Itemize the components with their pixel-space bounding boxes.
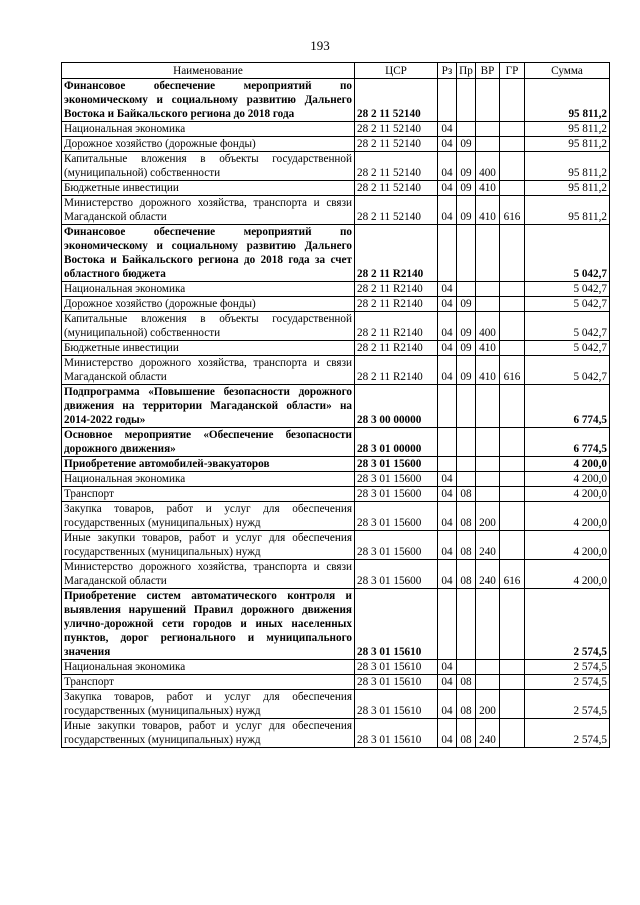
- cell-name: Министерство дорожного хозяйства, транспорта и связи Магаданской области: [62, 196, 355, 225]
- cell-vr: [476, 472, 500, 487]
- cell-vr: [476, 428, 500, 457]
- cell-name: Основное мероприятие «Обеспечение безопасности дорожного движения»: [62, 428, 355, 457]
- cell-csr: 28 2 11 R2140: [355, 356, 438, 385]
- table-row: [62, 457, 610, 472]
- cell-sum: 95 811,2: [525, 196, 610, 225]
- cell-csr: 28 2 11 52140: [355, 137, 438, 152]
- table-row: [62, 196, 610, 225]
- cell-name: Дорожное хозяйство (дорожные фонды): [62, 137, 355, 152]
- table-row: [62, 79, 610, 122]
- cell-csr: 28 2 11 52140: [355, 79, 438, 122]
- page-number: 193: [310, 38, 330, 53]
- cell-vr: 410: [476, 356, 500, 385]
- cell-vr: 240: [476, 719, 500, 748]
- cell-rz: 04: [438, 152, 457, 181]
- column-header-sum: Сумма: [525, 63, 610, 79]
- cell-gr: [500, 282, 525, 297]
- cell-gr: [500, 675, 525, 690]
- table-row: [62, 312, 610, 341]
- table-row: [62, 385, 610, 428]
- cell-sum: 5 042,7: [525, 297, 610, 312]
- table-row: [62, 137, 610, 152]
- cell-csr: 28 3 01 15600: [355, 531, 438, 560]
- table-row: [62, 487, 610, 502]
- cell-rz: 04: [438, 675, 457, 690]
- cell-vr: [476, 675, 500, 690]
- cell-gr: [500, 589, 525, 660]
- cell-csr: 28 2 11 52140: [355, 181, 438, 196]
- cell-csr: 28 3 01 15600: [355, 457, 438, 472]
- cell-gr: [500, 457, 525, 472]
- cell-sum: 4 200,0: [525, 487, 610, 502]
- cell-rz: [438, 385, 457, 428]
- cell-sum: 95 811,2: [525, 152, 610, 181]
- cell-pr: 08: [457, 719, 476, 748]
- cell-name: Дорожное хозяйство (дорожные фонды): [62, 297, 355, 312]
- cell-pr: 09: [457, 152, 476, 181]
- table-row: [62, 341, 610, 356]
- table-row: [62, 472, 610, 487]
- cell-vr: [476, 122, 500, 137]
- cell-pr: [457, 225, 476, 282]
- cell-rz: 04: [438, 196, 457, 225]
- table-row: [62, 428, 610, 457]
- cell-csr: 28 2 11 R2140: [355, 312, 438, 341]
- cell-gr: [500, 385, 525, 428]
- cell-rz: 04: [438, 472, 457, 487]
- cell-csr: 28 2 11 R2140: [355, 341, 438, 356]
- cell-pr: [457, 457, 476, 472]
- cell-vr: [476, 660, 500, 675]
- cell-gr: [500, 660, 525, 675]
- cell-csr: 28 3 01 15610: [355, 719, 438, 748]
- table-row: [62, 531, 610, 560]
- cell-pr: 09: [457, 181, 476, 196]
- cell-gr: [500, 79, 525, 122]
- cell-vr: [476, 589, 500, 660]
- cell-sum: 5 042,7: [525, 356, 610, 385]
- cell-sum: 2 574,5: [525, 675, 610, 690]
- cell-pr: 08: [457, 487, 476, 502]
- cell-name: Транспорт: [62, 487, 355, 502]
- cell-pr: 09: [457, 312, 476, 341]
- table-row: [62, 122, 610, 137]
- cell-gr: [500, 472, 525, 487]
- cell-pr: [457, 660, 476, 675]
- cell-pr: 08: [457, 502, 476, 531]
- cell-name: Приобретение систем автоматического контроля и выявления нарушений Правил дорожного движения улично-дорожной сети городов и иных населенных пунктов, дорог регионального и муниципального значения: [62, 589, 355, 660]
- cell-gr: 616: [500, 196, 525, 225]
- cell-gr: [500, 122, 525, 137]
- cell-sum: 2 574,5: [525, 719, 610, 748]
- table-row: [62, 152, 610, 181]
- cell-rz: [438, 457, 457, 472]
- table-header-row: [62, 63, 610, 79]
- cell-vr: 410: [476, 196, 500, 225]
- cell-vr: [476, 487, 500, 502]
- cell-csr: 28 2 11 R2140: [355, 297, 438, 312]
- cell-name: Закупка товаров, работ и услуг для обеспечения государственных (муниципальных) нужд: [62, 502, 355, 531]
- cell-sum: 4 200,0: [525, 502, 610, 531]
- cell-sum: 5 042,7: [525, 312, 610, 341]
- cell-vr: [476, 79, 500, 122]
- cell-rz: 04: [438, 502, 457, 531]
- cell-pr: 09: [457, 137, 476, 152]
- cell-pr: [457, 385, 476, 428]
- cell-csr: 28 3 01 15600: [355, 472, 438, 487]
- cell-vr: [476, 137, 500, 152]
- cell-rz: 04: [438, 487, 457, 502]
- cell-gr: [500, 152, 525, 181]
- cell-pr: 09: [457, 196, 476, 225]
- cell-rz: [438, 225, 457, 282]
- cell-sum: 4 200,0: [525, 457, 610, 472]
- table-row: [62, 282, 610, 297]
- cell-sum: 6 774,5: [525, 385, 610, 428]
- cell-rz: 04: [438, 560, 457, 589]
- cell-gr: [500, 312, 525, 341]
- cell-sum: 2 574,5: [525, 690, 610, 719]
- cell-name: Национальная экономика: [62, 122, 355, 137]
- cell-vr: 400: [476, 312, 500, 341]
- cell-vr: [476, 457, 500, 472]
- cell-csr: 28 2 11 52140: [355, 196, 438, 225]
- cell-vr: 240: [476, 531, 500, 560]
- column-header-rz: Рз: [438, 63, 457, 79]
- cell-rz: 04: [438, 690, 457, 719]
- table-row: [62, 589, 610, 660]
- cell-rz: 04: [438, 137, 457, 152]
- cell-rz: 04: [438, 531, 457, 560]
- cell-pr: 08: [457, 531, 476, 560]
- cell-name: Бюджетные инвестиции: [62, 341, 355, 356]
- cell-sum: 4 200,0: [525, 472, 610, 487]
- cell-name: Транспорт: [62, 675, 355, 690]
- cell-vr: 400: [476, 152, 500, 181]
- cell-csr: 28 2 11 R2140: [355, 225, 438, 282]
- cell-csr: 28 3 01 00000: [355, 428, 438, 457]
- cell-name: Финансовое обеспечение мероприятий по экономическому и социальному развитию Дальнего Востока и Байкальского региона до 2018 года: [62, 79, 355, 122]
- cell-pr: 09: [457, 297, 476, 312]
- cell-csr: 28 3 01 15610: [355, 690, 438, 719]
- cell-gr: [500, 487, 525, 502]
- table-row: [62, 502, 610, 531]
- cell-csr: 28 3 01 15610: [355, 660, 438, 675]
- cell-name: Бюджетные инвестиции: [62, 181, 355, 196]
- cell-pr: [457, 79, 476, 122]
- cell-sum: 2 574,5: [525, 589, 610, 660]
- cell-name: Иные закупки товаров, работ и услуг для обеспечения государственных (муниципальных) нужд: [62, 531, 355, 560]
- column-header-vr: ВР: [476, 63, 500, 79]
- cell-pr: [457, 472, 476, 487]
- cell-sum: 4 200,0: [525, 531, 610, 560]
- cell-sum: 5 042,7: [525, 225, 610, 282]
- table-row: [62, 660, 610, 675]
- cell-pr: [457, 282, 476, 297]
- cell-csr: 28 3 01 15600: [355, 502, 438, 531]
- cell-name: Закупка товаров, работ и услуг для обеспечения государственных (муниципальных) нужд: [62, 690, 355, 719]
- cell-sum: 4 200,0: [525, 560, 610, 589]
- cell-csr: 28 2 11 52140: [355, 152, 438, 181]
- cell-csr: 28 3 01 15600: [355, 560, 438, 589]
- cell-pr: [457, 122, 476, 137]
- cell-gr: 616: [500, 356, 525, 385]
- cell-sum: 95 811,2: [525, 79, 610, 122]
- table-row: [62, 719, 610, 748]
- cell-name: Подпрограмма «Повышение безопасности дорожного движения на территории Магаданской области» на 2014-2022 годы»: [62, 385, 355, 428]
- budget-table: [61, 62, 610, 748]
- cell-name: Национальная экономика: [62, 282, 355, 297]
- table-row: [62, 297, 610, 312]
- cell-gr: [500, 690, 525, 719]
- cell-sum: 95 811,2: [525, 137, 610, 152]
- cell-name: Капитальные вложения в объекты государственной (муниципальной) собственности: [62, 152, 355, 181]
- cell-csr: 28 3 01 15600: [355, 487, 438, 502]
- cell-gr: [500, 341, 525, 356]
- cell-sum: 6 774,5: [525, 428, 610, 457]
- cell-pr: 08: [457, 690, 476, 719]
- cell-sum: 2 574,5: [525, 660, 610, 675]
- cell-vr: 200: [476, 690, 500, 719]
- cell-name: Иные закупки товаров, работ и услуг для обеспечения государственных (муниципальных) нужд: [62, 719, 355, 748]
- cell-gr: [500, 719, 525, 748]
- cell-vr: [476, 385, 500, 428]
- cell-sum: 5 042,7: [525, 341, 610, 356]
- cell-pr: 09: [457, 341, 476, 356]
- column-header-gr: ГР: [500, 63, 525, 79]
- cell-pr: 09: [457, 356, 476, 385]
- cell-sum: 5 042,7: [525, 282, 610, 297]
- cell-name: Финансовое обеспечение мероприятий по экономическому и социальному развитию Дальнего Востока и Байкальского региона до 2018 года за счет областного бюджета: [62, 225, 355, 282]
- cell-name: Приобретение автомобилей-эвакуаторов: [62, 457, 355, 472]
- cell-gr: [500, 531, 525, 560]
- cell-gr: [500, 297, 525, 312]
- cell-rz: 04: [438, 122, 457, 137]
- cell-vr: [476, 282, 500, 297]
- cell-vr: 240: [476, 560, 500, 589]
- table-row: [62, 181, 610, 196]
- cell-rz: 04: [438, 719, 457, 748]
- cell-rz: 04: [438, 312, 457, 341]
- cell-pr: [457, 589, 476, 660]
- cell-rz: 04: [438, 341, 457, 356]
- cell-rz: [438, 589, 457, 660]
- cell-rz: 04: [438, 660, 457, 675]
- table-row: [62, 690, 610, 719]
- cell-name: Капитальные вложения в объекты государственной (муниципальной) собственности: [62, 312, 355, 341]
- cell-vr: [476, 297, 500, 312]
- cell-sum: 95 811,2: [525, 181, 610, 196]
- cell-rz: 04: [438, 282, 457, 297]
- cell-name: Национальная экономика: [62, 472, 355, 487]
- cell-csr: 28 2 11 R2140: [355, 282, 438, 297]
- cell-name: Национальная экономика: [62, 660, 355, 675]
- cell-gr: [500, 502, 525, 531]
- cell-vr: 410: [476, 181, 500, 196]
- cell-gr: [500, 428, 525, 457]
- cell-rz: [438, 428, 457, 457]
- cell-vr: 410: [476, 341, 500, 356]
- cell-gr: [500, 181, 525, 196]
- table-row: [62, 356, 610, 385]
- cell-gr: 616: [500, 560, 525, 589]
- cell-rz: [438, 79, 457, 122]
- cell-csr: 28 2 11 52140: [355, 122, 438, 137]
- cell-csr: 28 3 00 00000: [355, 385, 438, 428]
- table-row: [62, 225, 610, 282]
- column-header-pr: Пр: [457, 63, 476, 79]
- cell-gr: [500, 137, 525, 152]
- cell-rz: 04: [438, 356, 457, 385]
- cell-csr: 28 3 01 15610: [355, 589, 438, 660]
- cell-pr: 08: [457, 560, 476, 589]
- cell-pr: 08: [457, 675, 476, 690]
- column-header-name: Наименование: [62, 63, 355, 79]
- cell-name: Министерство дорожного хозяйства, транспорта и связи Магаданской области: [62, 560, 355, 589]
- cell-csr: 28 3 01 15610: [355, 675, 438, 690]
- column-header-csr: ЦСР: [355, 63, 438, 79]
- table-row: [62, 560, 610, 589]
- cell-sum: 95 811,2: [525, 122, 610, 137]
- cell-gr: [500, 225, 525, 282]
- cell-rz: 04: [438, 297, 457, 312]
- cell-pr: [457, 428, 476, 457]
- table-row: [62, 675, 610, 690]
- cell-vr: 200: [476, 502, 500, 531]
- cell-name: Министерство дорожного хозяйства, транспорта и связи Магаданской области: [62, 356, 355, 385]
- cell-rz: 04: [438, 181, 457, 196]
- cell-vr: [476, 225, 500, 282]
